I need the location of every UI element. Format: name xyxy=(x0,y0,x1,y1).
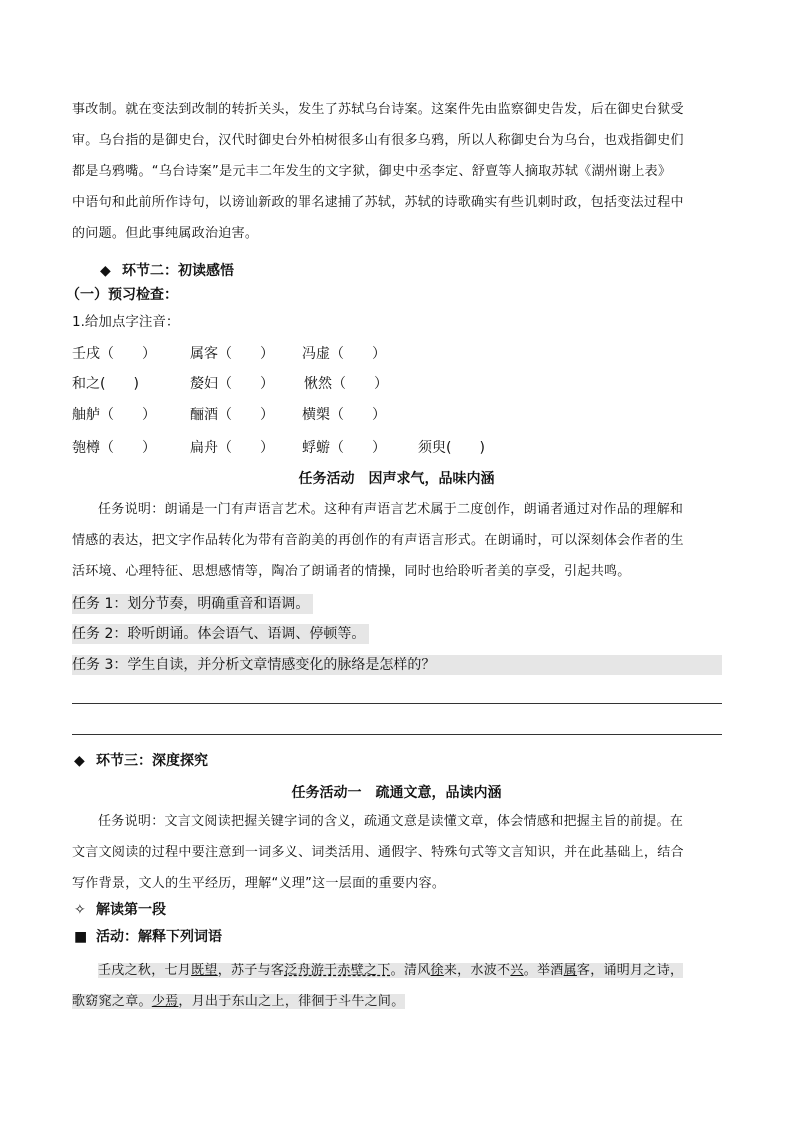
section2-title: 环节二：初读感悟 xyxy=(122,263,234,279)
pinyin-item: 属客（ ） xyxy=(190,346,274,362)
annotated-word: 属 xyxy=(563,963,577,978)
passage-line: 歌窈窕之章。少焉，月出于东山之上，徘徊于斗牛之间。 xyxy=(72,994,405,1009)
pinyin-item: 和之( ) xyxy=(72,376,139,392)
question-1: 1.给加点字注音： xyxy=(72,314,180,330)
sub-title: 解读第一段 xyxy=(96,902,166,918)
annotated-word: 少焉 xyxy=(151,994,179,1009)
pinyin-item: 嫠妇（ ） xyxy=(190,376,274,392)
activity-title: 任务活动 因声求气，品味内涵 xyxy=(298,471,495,487)
intro-paragraph xyxy=(72,94,722,249)
intro-line: 事改制。就在变法到改制的转折关头，发生了苏轼乌台诗案。这案件先由监察御史告发，后在御史台狱受 xyxy=(72,102,684,117)
desc-line: 文言文阅读的过程中要注意到一词多义、词类活用、通假字、特殊句式等文言知识，并在此基础上，结合 xyxy=(72,845,684,860)
pinyin-item: 匏樽（ ） xyxy=(72,440,156,456)
pinyin-item: 壬戌（ ） xyxy=(72,346,156,362)
preview-check-heading: （一）预习检查： xyxy=(66,287,178,303)
desc-line: 活环境、心理特征、思想感情等，陶冶了朗诵者的情操，同时也给聆听者美的享受，引起共鸣。 xyxy=(72,564,631,579)
intro-line: 都是乌鸦嘴。“乌台诗案”是元丰二年发生的文字狱，御史中丞李定、舒亶等人摘取苏轼《湖州谢上表》 xyxy=(72,164,672,179)
pinyin-item: 酾酒（ ） xyxy=(190,407,274,423)
desc-line: 任务说明：文言文阅读把握关键字词的含义，疏通文意是读懂文章，体会情感和把握主旨的前提。在 xyxy=(98,814,684,829)
passage-line: 壬戌之秋，七月既望，苏子与客泛舟游于赤壁之下。清风徐来，水波不兴。举酒属客，诵明月之诗， xyxy=(98,963,684,978)
pinyin-item: 横槊（ ） xyxy=(302,407,386,423)
task-item: 任务 1：划分节奏，明确重音和语调。 xyxy=(72,594,313,614)
answer-line xyxy=(72,703,722,704)
desc-line: 写作背景，文人的生平经历，理解“义理”这一层面的重要内容。 xyxy=(72,876,446,891)
pinyin-item: 扁舟（ ） xyxy=(190,440,274,456)
answer-line xyxy=(72,734,722,735)
activity-heading xyxy=(74,926,222,946)
activity-description xyxy=(72,494,722,587)
pinyin-item: 舳舻（ ） xyxy=(72,407,156,423)
task-item: 任务 3：学生自读，并分析文章情感变化的脉络是怎样的？ xyxy=(72,655,722,675)
section3-heading xyxy=(74,750,208,770)
pinyin-item: 须臾( ) xyxy=(418,440,485,456)
pinyin-item: 愀然（ ） xyxy=(304,376,388,392)
passage xyxy=(72,955,722,1017)
diamond-bullet-icon: ◆ xyxy=(74,753,85,769)
pinyin-item: 蜉蝣（ ） xyxy=(302,440,386,456)
sub-heading xyxy=(74,899,166,919)
desc-line: 情感的表达，把文字作品转化为带有音韵美的再创作的有声语言形式。在朗诵时，可以深刻体会作者的生 xyxy=(72,533,684,548)
annotated-word: 既望 xyxy=(191,963,218,978)
activity-title: 任务活动一 疏通文意，品读内涵 xyxy=(291,785,502,801)
diamond-bullet-icon: ◆ xyxy=(100,263,111,279)
annotated-phrase: 泛舟游于赤壁之下 xyxy=(284,963,391,978)
square-bullet-icon: ■ xyxy=(74,929,88,945)
annotated-word: 徐 xyxy=(430,963,444,978)
section3-title: 环节三：深度探究 xyxy=(96,753,208,769)
annotated-word: 兴 xyxy=(510,963,524,978)
section2-heading xyxy=(100,260,234,280)
star-bullet-icon: ✧ xyxy=(74,902,86,918)
task-item: 任务 2：聆听朗诵。体会语气、语调、停顿等。 xyxy=(72,624,369,644)
pinyin-item: 冯虚（ ） xyxy=(302,346,386,362)
intro-line: 中语句和此前所作诗句，以谤讪新政的罪名逮捕了苏轼，苏轼的诗歌确实有些讥刺时政，包括变法过程中 xyxy=(72,195,684,210)
activity-heading-title: 活动：解释下列词语 xyxy=(96,929,222,945)
intro-line: 审。乌台指的是御史台，汉代时御史台外柏树很多山有很多乌鸦，所以人称御史台为乌台，也戏指御史们 xyxy=(72,133,684,148)
activity-description xyxy=(72,806,722,899)
intro-line: 的问题。但此事纯属政治迫害。 xyxy=(72,226,259,241)
desc-line: 任务说明：朗诵是一门有声语言艺术。这种有声语言艺术属于二度创作，朗诵者通过对作品的理解和 xyxy=(98,502,684,517)
